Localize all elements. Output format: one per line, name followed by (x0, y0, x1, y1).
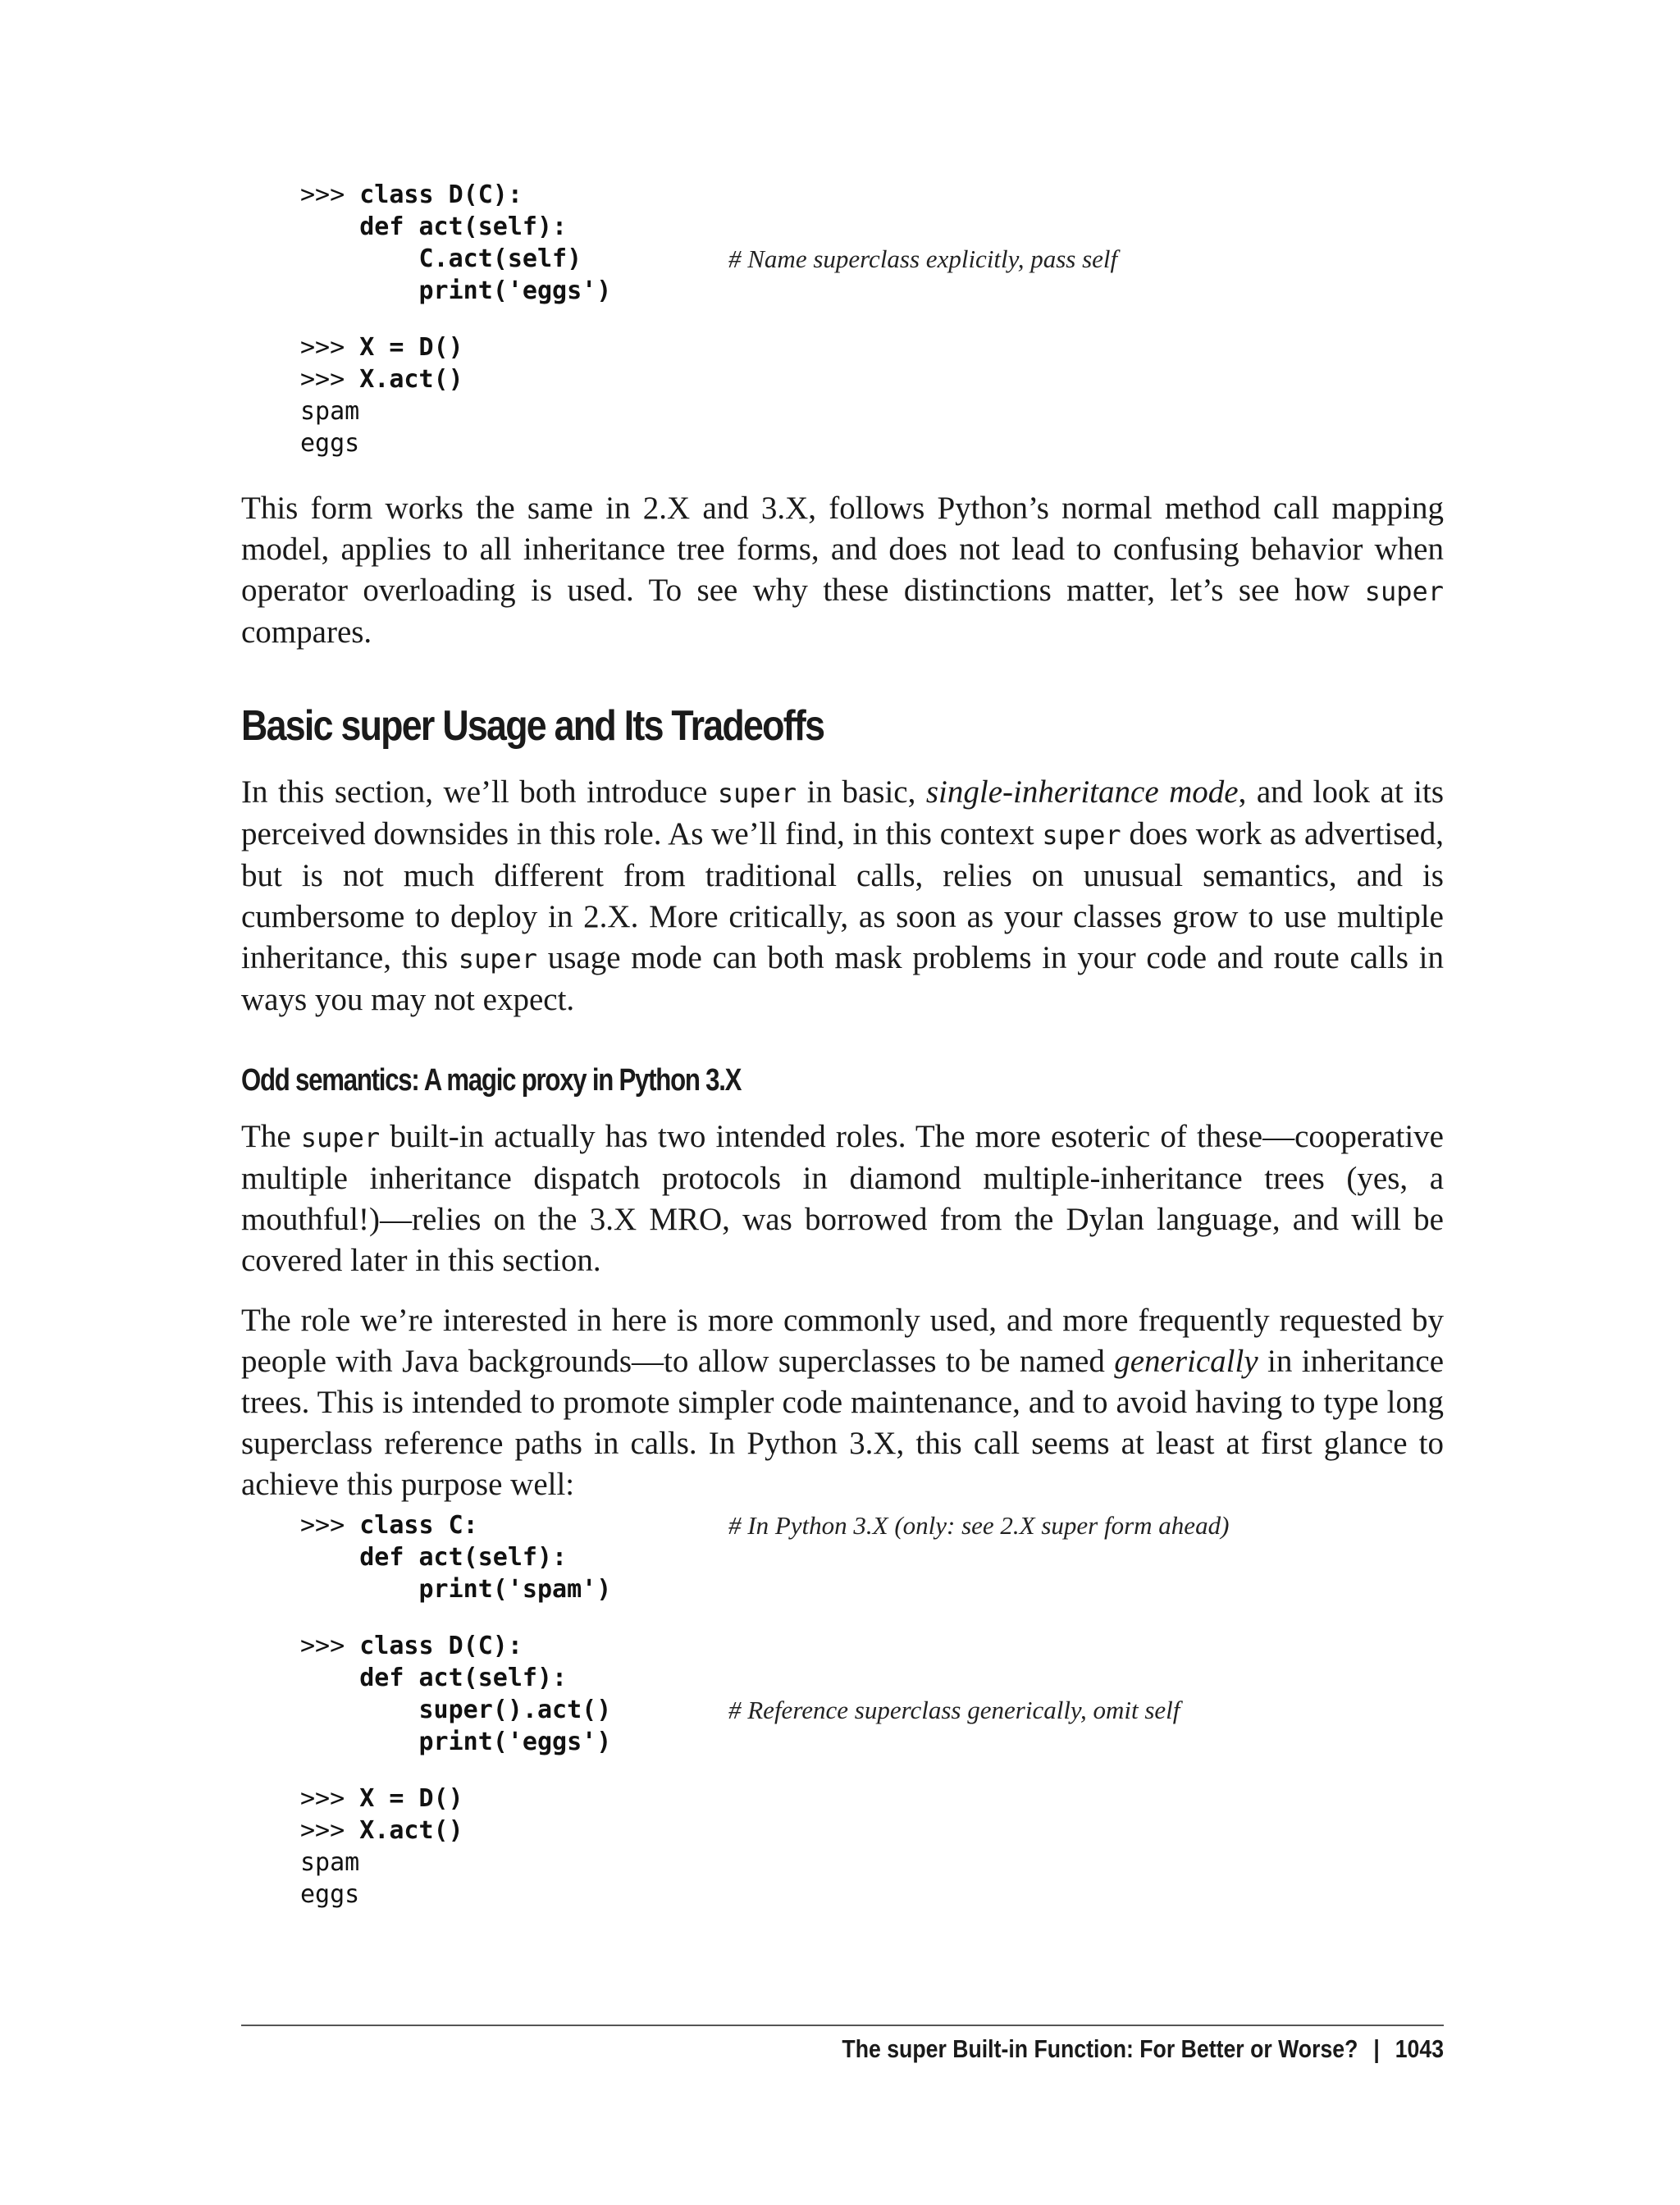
code-text: X.act() (359, 1816, 463, 1845)
inline-code: super (300, 1122, 381, 1153)
code-text: def act(self): (300, 212, 568, 241)
code-prompt: >>> (300, 333, 360, 362)
code-output-line: spam (300, 1848, 360, 1877)
code-comment: # In Python 3.X (only: see 2.X super form ahead) (728, 1511, 1230, 1540)
code-line (300, 243, 1118, 275)
code-text: class D(C): (359, 1632, 523, 1660)
code-blank-line (300, 1758, 611, 1783)
emphasis-text: single-inheritance mode (925, 774, 1239, 810)
inline-code: super (1042, 819, 1121, 851)
code-line (300, 1541, 611, 1573)
code-text: X = D() (359, 1784, 463, 1813)
code-prompt: >>> (300, 1511, 360, 1540)
paragraph-text: in inheritance trees. This is intended to promote simpler code maintenance, and to avoid having to type long superclass reference paths in calls. In Python 3.X, this call seems at least at first glance to achieve this purpose well: (241, 1344, 1444, 1502)
subsection-heading: Odd semantics: A magic proxy in Python 3.X (241, 1063, 742, 1098)
code-block-1 (300, 179, 1118, 459)
paragraph-text: does work as advertised, but is not much different from traditional calls, relies on unusual semantics, and is cumbersome to deploy in 2.X. More critically, as soon as your classes grow to use multiple inheritance, this (241, 816, 1444, 975)
paragraph-text: in basic, (797, 774, 926, 810)
code-line (300, 1694, 1180, 1726)
paragraph-text: , and look at its perceived downsides in this role. As we’ll find, in this context (241, 774, 1445, 851)
code-text: print('eggs') (300, 276, 612, 305)
paragraph-text: compares. (241, 614, 372, 650)
code-text: print('eggs') (300, 1728, 612, 1756)
code-line (300, 1662, 611, 1694)
code-text: super().act() (300, 1696, 612, 1724)
code-prompt: >>> (300, 1632, 360, 1660)
code-text: class C: (359, 1511, 478, 1540)
running-footer-title: The super Built-in Function: For Better or Worse? (842, 2034, 1358, 2063)
emphasis-text: generically (1114, 1344, 1258, 1379)
paragraph-text: built-in actually has two intended roles. The more esoteric of these—cooperative multiple inheritance dispatch protocols in diamond multiple-inheritance trees (yes, a mouthful!)—relies on the 3.X MRO, was borrowed from the Dylan language, and will be covered later in this section. (241, 1119, 1444, 1278)
code-line (300, 1630, 611, 1662)
page-footer (842, 2034, 1444, 2064)
code-block-2 (300, 1509, 1230, 1911)
code-text: def act(self): (300, 1543, 568, 1572)
paragraph-text: usage mode can both mask problems in your code and route calls in ways you may not expect. (241, 940, 1444, 1017)
code-text: X.act() (359, 365, 463, 394)
code-text: C.act(self) (300, 244, 582, 273)
code-text: def act(self): (300, 1664, 568, 1692)
code-line (300, 1783, 611, 1815)
code-line (300, 363, 611, 395)
paragraph-3 (241, 1116, 1444, 1281)
code-prompt: >>> (300, 1816, 360, 1845)
code-line (300, 1509, 1230, 1541)
code-output-line: eggs (300, 1880, 360, 1909)
code-output-line: spam (300, 397, 360, 426)
code-line (300, 331, 611, 363)
footer-separator: | (1373, 2034, 1380, 2063)
code-line (300, 179, 611, 211)
paragraph-text: The (241, 1119, 301, 1154)
code-output-line: eggs (300, 429, 360, 458)
section-heading: Basic super Usage and Its Tradeoffs (241, 702, 824, 750)
inline-code: super (717, 778, 797, 809)
code-blank-line (300, 1605, 611, 1630)
code-comment: # Name superclass explicitly, pass self (728, 244, 1118, 273)
code-prompt: >>> (300, 180, 360, 209)
paragraph-text: The role we’re interested in here is more commonly used, and more frequently requested by people with Java backgrounds—to allow superclasses to be named (241, 1303, 1444, 1379)
code-text: print('spam') (300, 1575, 612, 1604)
code-line (300, 275, 611, 307)
code-line (300, 211, 611, 243)
paragraph-text: In this section, we’ll both introduce (241, 774, 718, 810)
code-text: class D(C): (359, 180, 523, 209)
footer-rule (241, 2025, 1444, 2026)
page-number: 1043 (1395, 2034, 1444, 2063)
inline-code: super (458, 943, 538, 975)
paragraph-4 (241, 1300, 1444, 1505)
code-text: X = D() (359, 333, 463, 362)
code-blank-line (300, 307, 611, 331)
code-comment: # Reference superclass generically, omit self (728, 1696, 1180, 1724)
code-line (300, 1573, 611, 1605)
paragraph-text: This form works the same in 2.X and 3.X, follows Python’s normal method call mapping model, applies to all inheritance tree forms, and does not lead to confusing behavior when operator overloading is used. To see why these distinctions matter, let’s see how (241, 491, 1444, 608)
code-prompt: >>> (300, 365, 360, 394)
inline-code: super (1364, 576, 1444, 607)
code-prompt: >>> (300, 1784, 360, 1813)
code-line (300, 1815, 611, 1847)
paragraph-2 (241, 772, 1444, 1020)
code-line (300, 1726, 611, 1758)
paragraph-1 (241, 488, 1444, 653)
